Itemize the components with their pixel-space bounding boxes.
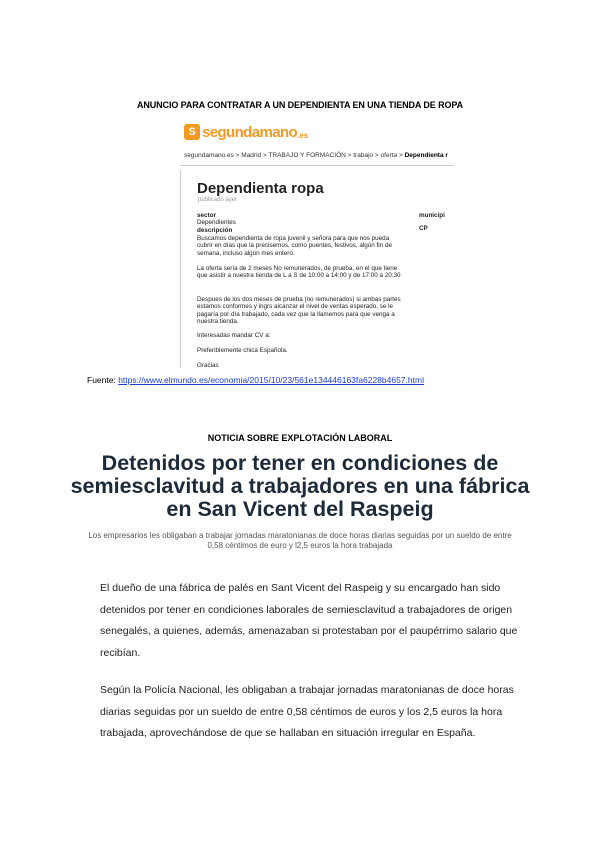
- ad-paragraph-4: Interesadas mandar CV a:: [197, 332, 271, 339]
- source-label: Fuente:: [87, 375, 116, 385]
- divider: [180, 165, 454, 166]
- cp-label: CP: [419, 225, 428, 232]
- ad-paragraph-5: Preferiblemente chica Española.: [197, 347, 288, 354]
- ad-title: Dependienta ropa: [197, 180, 324, 197]
- source-link[interactable]: https://www.elmundo.es/economia/2015/10/23/561e134446163fa6228b4657.html: [118, 375, 424, 385]
- sector-label: sector: [197, 212, 216, 219]
- news-paragraph-2: Según la Policía Nacional, les obligaban a trabajar jornadas maratonianas de doce horas diarias seguidas por un sueldo de entre 0,58 céntimos de euros y los 2,5 euros la hora trabajada, aprovechándose de que se hallaban en situación irregular en España.: [100, 684, 514, 739]
- description-label: descripción: [197, 227, 233, 234]
- source-line: [87, 375, 424, 385]
- news-subtitle: Los empresarios les obligaban a trabajar jornadas maratonianas de doce horas diarias seguidas por un sueldo de entre 0,58 céntimos de euro y l2,5 euros la hora trabajada: [88, 531, 512, 550]
- sector-value: Dependientes: [197, 219, 236, 226]
- ad-paragraph-1: Buscamos dependienta de ropa juvenil y señora para que nos pueda cubrir en días que la precisemos, como puentes, festivos, algún fin de semana, incluso algún mes entero.: [197, 235, 392, 257]
- ad-published-date: publicado ayer: [198, 197, 238, 203]
- municipality-label: municipi: [419, 212, 445, 219]
- ad-paragraph-3: Despues de los dos meses de prueba (no remunerados) si ambas partes estamos conformes y ingrs alcanzar el nivel de ventas esperado, se le pagaría por día trabajado, cada vez que la llamemos para que venga a nuestra tienda.: [197, 296, 401, 326]
- breadcrumb: segundamano.es > Madrid > TRABAJO Y FORMACIÓN > trabajo > oferta > Dependienta r: [184, 152, 448, 159]
- news-section-heading: NOTICIA SOBRE EXPLOTACIÓN LABORAL: [207, 433, 393, 443]
- ad-section-heading: ANUNCIO PARA CONTRATAR A UN DEPENDIENTA EN UNA TIENDA DE ROPA: [136, 100, 464, 110]
- ad-paragraph-6: Gracias: [197, 362, 219, 368]
- news-headline: Detenidos por tener en condiciones de semiesclavitud a trabajadores en una fábrica en San Vicent del Raspeig: [70, 451, 530, 521]
- news-paragraph-1: El dueño de una fábrica de palés en Sant Vicent del Raspeig y su encargado han sido detenidos por tener en condiciones laborales de semiesclavitud a trabajadores de origen senegalés, a quienes, además, amenazaban si protestaban por el paupérrimo salario que recibían.: [100, 582, 518, 659]
- segundamano-logo: S segunda mano .es: [184, 122, 308, 142]
- logo-badge-icon: S: [184, 124, 200, 140]
- ad-screenshot: [180, 118, 454, 368]
- ad-paragraph-2: La oferta sería de 2 meses No remunerados, de prueba, en el que tiene que asistir a nuestra tienda de L a S de 10:00 a 14:00 y de 17:00 a 20:30: [197, 265, 401, 280]
